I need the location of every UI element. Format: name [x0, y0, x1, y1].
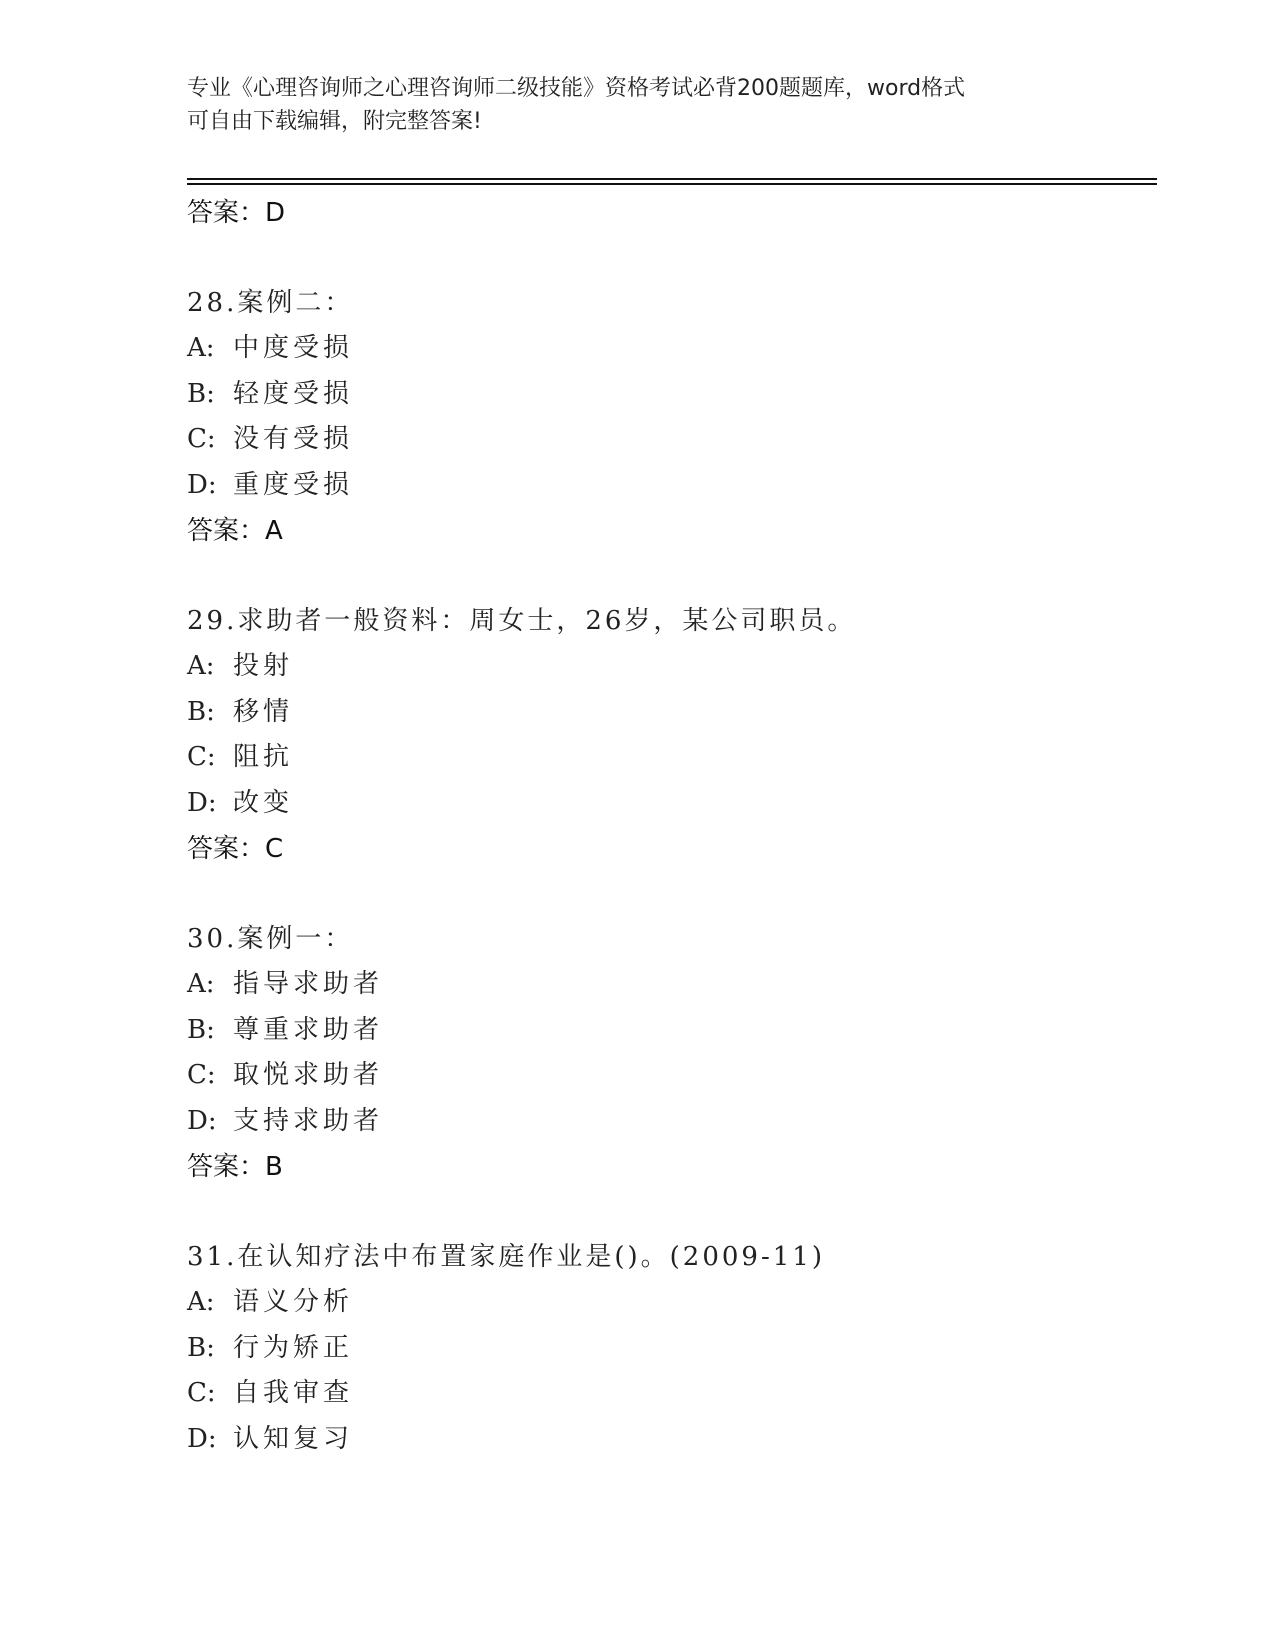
option-a — [187, 962, 1147, 1008]
option-text: 取悦求助者 — [233, 1060, 384, 1090]
option-letter: A: — [187, 333, 215, 363]
option-letter: B: — [187, 1014, 215, 1045]
option-letter: D: — [187, 469, 217, 500]
answer-line: 答案：D — [187, 198, 286, 228]
option-d — [187, 463, 1147, 509]
option-b — [187, 690, 1147, 736]
block-gap — [187, 1190, 1147, 1235]
option-c — [187, 1371, 1147, 1417]
option-letter: B: — [187, 378, 215, 409]
option-d — [187, 1417, 1147, 1463]
block-gap — [187, 236, 1147, 281]
answer-line: 答案：B — [187, 1152, 283, 1182]
question-title: 29.求助者一般资料：周女士，26岁，某公司职员。 — [187, 606, 857, 636]
header-rule-bottom — [187, 183, 1157, 185]
option-a — [187, 326, 1147, 372]
option-text: 支持求助者 — [233, 1105, 384, 1136]
option-text: 投射 — [233, 651, 294, 681]
option-b — [187, 1008, 1147, 1054]
option-text: 没有受损 — [233, 424, 354, 454]
option-c — [187, 1053, 1147, 1099]
question-block-31 — [187, 1235, 1147, 1462]
option-text: 重度受损 — [233, 469, 354, 500]
header-line-2: 可自由下载编辑，附完整答案! — [187, 109, 482, 134]
option-text: 轻度受损 — [233, 378, 354, 409]
block-gap — [187, 554, 1147, 599]
answer-line: 答案：C — [187, 834, 284, 864]
option-letter: B: — [187, 1332, 215, 1363]
option-text: 认知复习 — [233, 1423, 354, 1454]
option-letter: A: — [187, 1287, 215, 1317]
option-text: 改变 — [233, 787, 294, 818]
question-title: 30.案例一： — [187, 924, 354, 954]
option-letter: D: — [187, 1105, 217, 1136]
option-text: 尊重求助者 — [233, 1014, 384, 1045]
option-text: 指导求助者 — [233, 969, 384, 999]
question-title: 28.案例二： — [187, 288, 354, 318]
option-text: 语义分析 — [233, 1287, 354, 1317]
header-line-1: 专业《心理咨询师之心理咨询师二级技能》资格考试必背200题题库，word格式 — [187, 76, 966, 101]
answer-line: 答案：A — [187, 516, 283, 546]
option-letter: B: — [187, 696, 215, 727]
option-b — [187, 1326, 1147, 1372]
option-d — [187, 1099, 1147, 1145]
option-letter: A: — [187, 651, 215, 681]
document-header — [187, 72, 1087, 138]
option-letter: C: — [187, 742, 216, 772]
option-text: 中度受损 — [233, 333, 354, 363]
option-c — [187, 417, 1147, 463]
option-letter: A: — [187, 969, 215, 999]
option-text: 行为矫正 — [233, 1332, 354, 1363]
option-letter: C: — [187, 424, 216, 454]
option-c — [187, 735, 1147, 781]
option-a — [187, 644, 1147, 690]
option-letter: C: — [187, 1378, 216, 1408]
option-text: 自我审查 — [233, 1378, 354, 1408]
header-rule-top — [187, 178, 1157, 180]
block-gap — [187, 872, 1147, 917]
question-block-28 — [187, 281, 1147, 554]
option-text: 移情 — [233, 696, 294, 727]
option-d — [187, 781, 1147, 827]
option-letter: D: — [187, 787, 217, 818]
question-block-29 — [187, 599, 1147, 872]
question-block-30 — [187, 917, 1147, 1190]
document-body — [187, 190, 1147, 1462]
option-a — [187, 1280, 1147, 1326]
question-title: 31.在认知疗法中布置家庭作业是()。(2009-11) — [187, 1242, 825, 1272]
option-letter: D: — [187, 1423, 217, 1454]
option-b — [187, 372, 1147, 418]
option-letter: C: — [187, 1060, 216, 1090]
option-text: 阻抗 — [233, 742, 294, 772]
